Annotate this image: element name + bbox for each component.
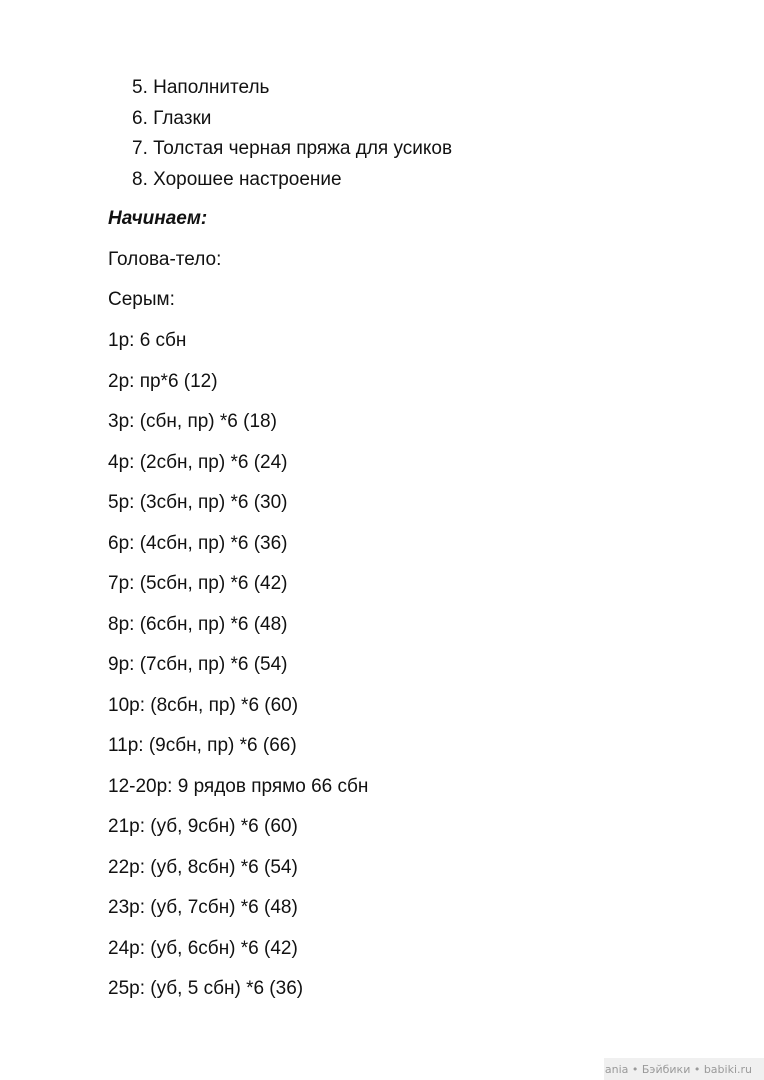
materials-list [132,73,452,195]
materials-item: 5. Наполнитель [132,77,270,98]
color-label: Серым: [108,289,175,310]
pattern-rows [108,327,368,1016]
pattern-row: 21р: (уб, 9сбн) *6 (60) [108,816,298,837]
pattern-row: 1р: 6 сбн [108,330,187,351]
pattern-row: 25р: (уб, 5 сбн) *6 (36) [108,978,304,999]
watermark-text: ania • Бэйбики • babiki.ru [604,1063,752,1076]
pattern-row: 22р: (уб, 8сбн) *6 (54) [108,856,298,878]
materials-item: 8. Хорошее настроение [132,168,342,190]
pattern-row: 4р: (2сбн, пр) *6 (24) [108,451,288,473]
materials-item: 7. Толстая черная пряжа для усиков [132,138,453,160]
pattern-row: 5р: (3сбн, пр) *6 (30) [108,492,288,513]
pattern-row: 2р: пр*6 (12) [108,370,218,392]
pattern-row: 10р: (8сбн, пр) *6 (60) [108,694,299,716]
pattern-row: 6р: (4сбн, пр) *6 (36) [108,532,288,554]
section-heading: Начинаем: [108,208,208,229]
pattern-row: 11р: (9сбн, пр) *6 (66) [108,735,297,756]
pattern-row: 23р: (уб, 7сбн) *6 (48) [108,897,298,918]
pattern-row: 7р: (5сбн, пр) *6 (42) [108,573,288,594]
pattern-row: 9р: (7сбн, пр) *6 (54) [108,654,288,675]
materials-item: 6. Глазки [132,107,212,129]
pattern-row: 12-20р: 9 рядов прямо 66 сбн [108,775,369,797]
pattern-row: 24р: (уб, 6сбн) *6 (42) [108,937,298,959]
pattern-row: 8р: (6сбн, пр) *6 (48) [108,613,288,635]
pattern-row: 3р: (сбн, пр) *6 (18) [108,411,277,432]
part-title: Голова-тело: [108,249,222,270]
